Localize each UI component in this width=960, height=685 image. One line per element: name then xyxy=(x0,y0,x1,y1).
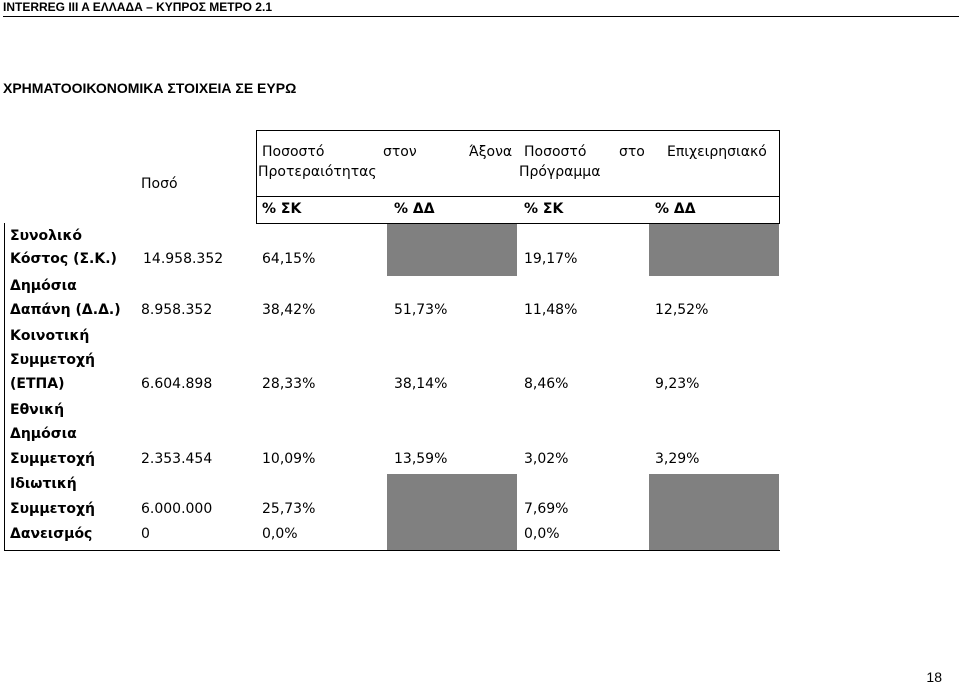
row-label: Δημόσια xyxy=(10,426,77,442)
cell-op-dd: 3,29% xyxy=(655,451,700,467)
col-header-axis-word1: Ποσοστό xyxy=(262,144,325,160)
col-header-op-word2: στο xyxy=(619,144,645,160)
cell-op-sk: 8,46% xyxy=(524,376,569,392)
shaded-cell xyxy=(649,474,779,550)
cell-amount: 6.604.898 xyxy=(141,376,213,392)
row-label: Συμμετοχή xyxy=(10,501,95,517)
page-number: 18 xyxy=(926,669,942,685)
cell-op-sk: 7,69% xyxy=(524,501,569,517)
cell-axis-sk: 38,42% xyxy=(262,302,316,318)
shaded-cell xyxy=(387,474,517,550)
cell-op-sk: 3,02% xyxy=(524,451,569,467)
table-border xyxy=(256,130,780,131)
row-label: Συνολικό xyxy=(10,228,83,244)
subheader-axis-dd: % ΔΔ xyxy=(394,201,435,217)
col-header-axis-word3: Άξονα xyxy=(469,144,513,160)
col-header-amount: Ποσό xyxy=(141,176,178,192)
document-header-title: INTERREG III A ΕΛΛΑΔΑ – ΚΥΠΡΟΣ ΜΕΤΡΟ 2.1 xyxy=(3,0,272,14)
row-label: Δανεισμός xyxy=(10,526,93,542)
cell-axis-sk: 0,0% xyxy=(262,526,298,542)
row-label: Ιδιωτική xyxy=(10,476,77,492)
row-label: Συμμετοχή xyxy=(10,352,95,368)
row-label: Συμμετοχή xyxy=(10,451,95,467)
cell-axis-sk: 64,15% xyxy=(262,251,316,267)
cell-amount: 6.000.000 xyxy=(141,501,213,517)
cell-op-sk: 0,0% xyxy=(524,526,560,542)
row-label: (ΕΤΠΑ) xyxy=(10,376,65,392)
subheader-op-dd: % ΔΔ xyxy=(655,201,696,217)
cell-op-sk: 19,17% xyxy=(524,251,578,267)
cell-axis-sk: 10,09% xyxy=(262,451,316,467)
row-label: Δαπάνη (Δ.Δ.) xyxy=(10,302,121,318)
section-title: ΧΡΗΜΑΤΟΟΙΚΟΝΟΜΙΚΑ ΣΤΟΙΧΕΙΑ ΣΕ ΕΥΡΩ xyxy=(3,80,297,96)
table-border xyxy=(256,196,780,197)
cell-axis-dd: 38,14% xyxy=(394,376,448,392)
table-border xyxy=(256,130,257,223)
col-header-axis-word2: στον xyxy=(383,144,417,160)
col-header-op-word1: Ποσοστό xyxy=(524,144,587,160)
table-border xyxy=(4,223,5,550)
table-border xyxy=(256,223,780,224)
col-header-op-word3: Επιχειρησιακό xyxy=(667,144,767,160)
cell-op-dd: 12,52% xyxy=(655,302,709,318)
row-label: Δημόσια xyxy=(10,278,77,294)
cell-axis-dd: 13,59% xyxy=(394,451,448,467)
cell-amount: 14.958.352 xyxy=(143,251,224,267)
shaded-cell xyxy=(387,223,517,276)
subheader-axis-sk: % ΣΚ xyxy=(262,201,302,217)
cell-amount: 0 xyxy=(141,526,150,542)
shaded-cell xyxy=(649,223,779,276)
row-label: Εθνική xyxy=(10,402,65,418)
cell-axis-sk: 25,73% xyxy=(262,501,316,517)
subheader-op-sk: % ΣΚ xyxy=(524,201,564,217)
cell-amount: 2.353.454 xyxy=(141,451,213,467)
row-label: Κόστος (Σ.Κ.) xyxy=(10,251,117,267)
cell-axis-sk: 28,33% xyxy=(262,376,316,392)
cell-op-dd: 9,23% xyxy=(655,376,700,392)
cell-axis-dd: 51,73% xyxy=(394,302,448,318)
col-header-op-line2: Πρόγραμμα xyxy=(519,164,601,180)
table-border xyxy=(4,550,780,551)
cell-amount: 8.958.352 xyxy=(141,302,213,318)
col-header-axis-line2: Προτεραιότητας xyxy=(258,164,377,180)
cell-op-sk: 11,48% xyxy=(524,302,578,318)
row-label: Κοινοτική xyxy=(10,328,90,344)
table-border xyxy=(779,130,780,223)
